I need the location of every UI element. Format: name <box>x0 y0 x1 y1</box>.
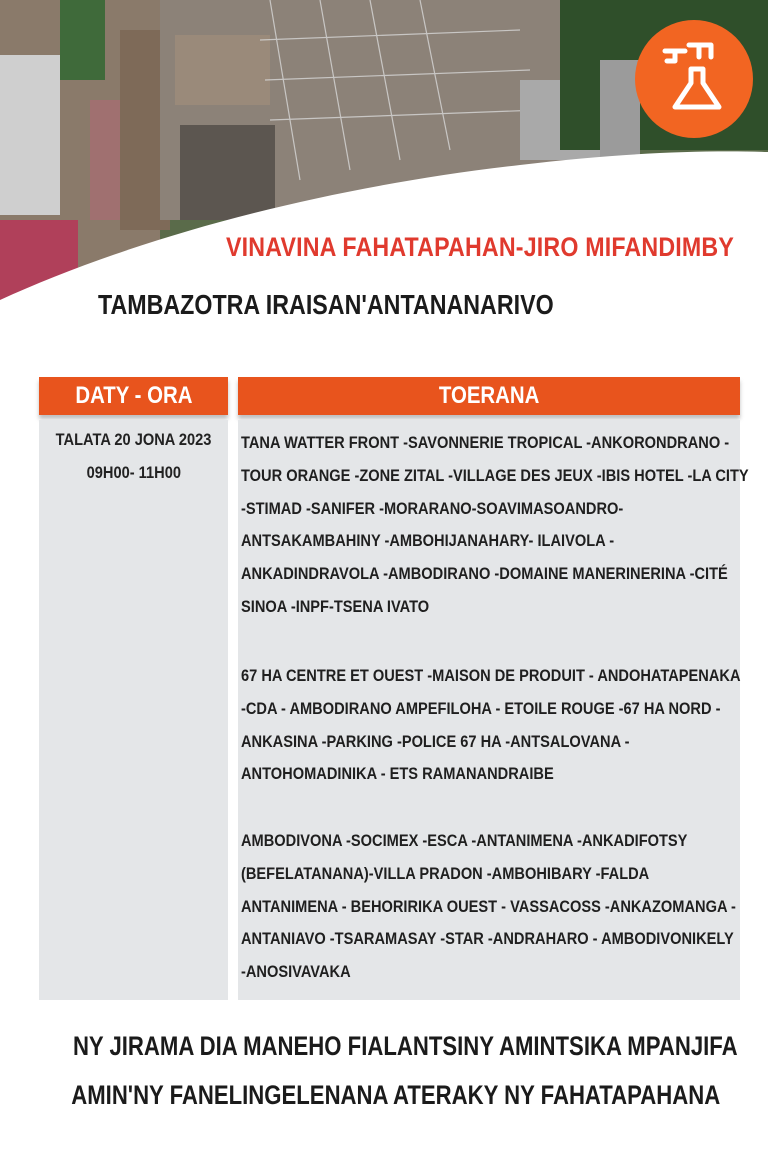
place-line: (BEFELATANANA)-VILLA PRADON -AMBOHIBARY -FALDA <box>241 863 650 883</box>
place-group-3 <box>241 825 739 989</box>
water-tap-flask-icon <box>659 39 729 119</box>
date-column <box>39 420 228 1000</box>
place-line: ANTOHOMADINIKA - ETS RAMANANDRAIBE <box>241 764 554 784</box>
footer-line-2: AMIN'NY FANELINGELENANA ATERAKY NY FAHATAPAHANA <box>71 1080 721 1110</box>
place-line: ANKADINDRAVOLA -AMBODIRANO -DOMAINE MANERINERINA -CITÉ <box>241 564 728 584</box>
footer-line-1: NY JIRAMA DIA MANEHO FIALANTSINY AMINTSIKA MPANJIFA <box>72 1031 738 1061</box>
place-group-1 <box>241 427 749 624</box>
place-line: 67 HA CENTRE ET OUEST -MAISON DE PRODUIT - ANDOHATAPENAKA <box>241 666 741 685</box>
place-line: ANTANIAVO -TSARAMASAY -STAR -ANDRAHARO - AMBODIVONIKELY <box>241 929 734 949</box>
place-line: TANA WATTER FRONT -SAVONNERIE TROPICAL -ANKORONDRANO - <box>241 433 730 452</box>
place-line: ANTANIMENA - BEHORIRIKA OUEST - VASSACOSS -ANKAZOMANGA - <box>241 896 736 916</box>
place-line: ANKASINA -PARKING -POLICE 67 HA -ANTSALOVANA - <box>241 731 630 751</box>
place-line: -ANOSIVAVAKA <box>241 962 351 982</box>
jirama-logo <box>635 20 753 138</box>
page-subtitle: TAMBAZOTRA IRAISAN'ANTANANARIVO <box>98 289 554 320</box>
column-header-date: DATY - ORA <box>39 377 228 415</box>
page-title: VINAVINA FAHATAPAHAN-JIRO MIFANDIMBY <box>226 232 735 262</box>
place-line: AMBODIVONA -SOCIMEX -ESCA -ANTANIMENA -ANKADIFOTSY <box>241 831 688 850</box>
date-cell: TALATA 20 JONA 2023 <box>55 430 212 449</box>
place-line: -CDA - AMBODIRANO AMPEFILOHA - ETOILE ROUGE -67 HA NORD - <box>241 698 721 718</box>
place-group-2 <box>241 660 739 791</box>
place-line: TOUR ORANGE -ZONE ZITAL -VILLAGE DES JEUX -IBIS HOTEL -LA CITY <box>241 465 749 485</box>
column-header-place: TOERANA <box>238 377 740 415</box>
place-line: ANTSAKAMBAHINY -AMBOHIJANAHARY- ILAIVOLA - <box>241 531 615 551</box>
time-cell: 09H00- 11H00 <box>86 463 181 482</box>
place-line: SINOA -INPF-TSENA IVATO <box>241 596 430 616</box>
place-line: -STIMAD -SANIFER -MORARANO-SOAVIMASOANDRO- <box>241 498 624 518</box>
